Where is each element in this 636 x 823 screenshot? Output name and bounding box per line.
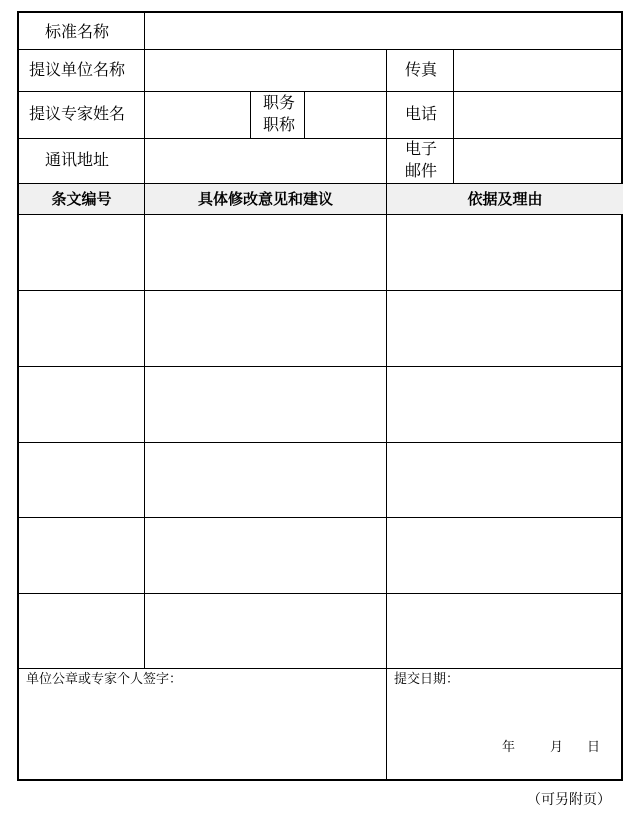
column-header-reason: 依据及理由 [467,190,543,208]
row-4-clause-cell[interactable] [19,443,144,517]
standard-name-label: 标准名称 [45,22,110,41]
proposing-unit-field[interactable] [145,50,386,91]
fax-field[interactable] [454,50,623,91]
address-label: 通讯地址 [45,150,110,169]
signature-area[interactable] [19,669,386,781]
standard-name-field[interactable] [145,13,623,49]
title-label-line2: 职称 [263,115,296,134]
phone-field[interactable] [454,92,623,138]
grid-line [19,183,623,184]
row-2-suggestion-cell[interactable] [145,291,386,366]
email-label-line1: 电子 [405,139,438,158]
column-header-clause: 条文编号 [51,190,112,208]
fax-label: 传真 [405,60,438,79]
grid-line [304,91,305,138]
title-label-line1: 职务 [263,93,296,112]
grid-line [19,214,623,215]
expert-name-label: 提议专家姓名 [29,104,126,123]
row-6-clause-cell[interactable] [19,594,144,668]
row-6-reason-cell[interactable] [387,594,623,668]
email-label-line2: 邮件 [405,161,438,180]
phone-label: 电话 [405,104,438,123]
grid-line [453,49,454,183]
expert-name-field[interactable] [145,92,250,138]
date-day-label: 日 [587,740,601,755]
title-field[interactable] [305,92,386,138]
row-2-clause-cell[interactable] [19,291,144,366]
row-3-reason-cell[interactable] [387,367,623,442]
date-year-label: 年 [502,740,516,755]
grid-line [19,517,623,518]
row-6-suggestion-cell[interactable] [145,594,386,668]
opinion-form-table [17,11,623,781]
row-1-reason-cell[interactable] [387,215,623,290]
grid-line [19,668,623,669]
grid-line [19,593,623,594]
grid-line [19,49,623,50]
row-2-reason-cell[interactable] [387,291,623,366]
row-5-clause-cell[interactable] [19,518,144,593]
address-field[interactable] [145,139,386,183]
row-5-suggestion-cell[interactable] [145,518,386,593]
row-1-suggestion-cell[interactable] [145,215,386,290]
footer-note: （可另附页） [527,792,611,808]
row-1-clause-cell[interactable] [19,215,144,290]
email-field[interactable] [454,139,623,183]
submit-date-label: 提交日期： [394,672,460,687]
row-3-clause-cell[interactable] [19,367,144,442]
grid-line [19,290,623,291]
row-4-reason-cell[interactable] [387,443,623,517]
signature-label: 单位公章或专家个人签字： [26,672,183,687]
row-5-reason-cell[interactable] [387,518,623,593]
column-header-suggestion: 具体修改意见和建议 [197,190,333,208]
row-3-suggestion-cell[interactable] [145,367,386,442]
grid-line [19,138,623,139]
grid-line [250,91,251,138]
grid-line [19,442,623,443]
grid-line [19,91,623,92]
grid-line [19,366,623,367]
proposing-unit-label: 提议单位名称 [29,60,126,79]
date-month-label: 月 [550,740,564,755]
grid-line [386,49,387,781]
grid-line [144,13,145,668]
row-4-suggestion-cell[interactable] [145,443,386,517]
